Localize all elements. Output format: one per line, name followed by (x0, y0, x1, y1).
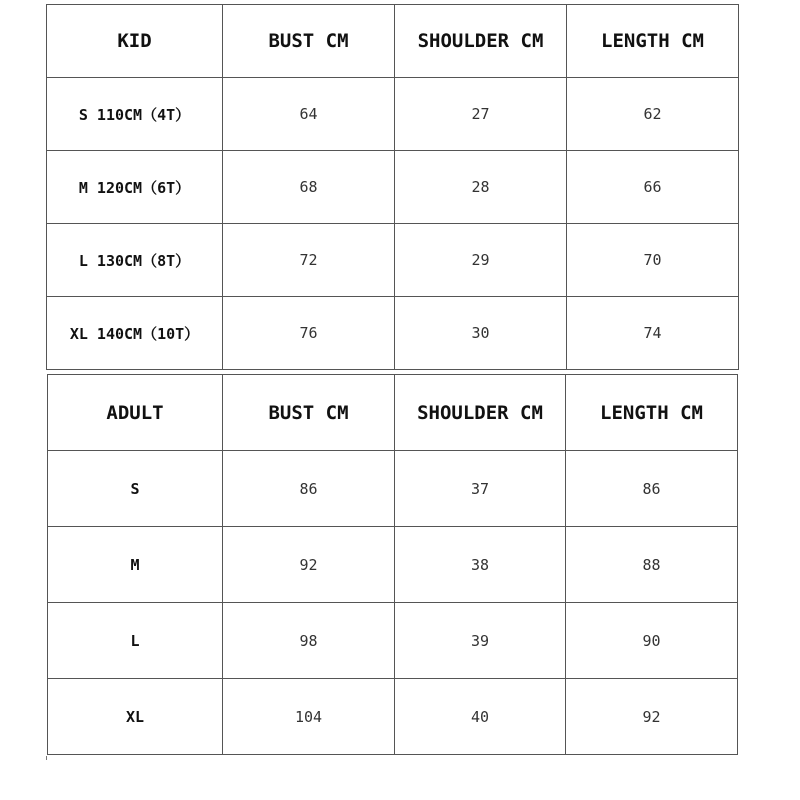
shoulder-value: 38 (395, 527, 566, 603)
length-value: 66 (567, 151, 739, 224)
adult-header-size: ADULT (48, 375, 223, 451)
adult-header-bust: BUST CM (223, 375, 395, 451)
shoulder-value: 29 (395, 224, 567, 297)
length-value: 70 (567, 224, 739, 297)
kid-size-label: L 130CM（8T） (47, 224, 223, 297)
kid-size-label: S 110CM（4T） (47, 78, 223, 151)
shoulder-value: 37 (395, 451, 566, 527)
table-row (47, 78, 739, 151)
kid-size-table (46, 4, 739, 370)
table-row (47, 297, 739, 370)
kid-size-label: M 120CM（6T） (47, 151, 223, 224)
length-value: 86 (566, 451, 738, 527)
shoulder-value: 40 (395, 679, 566, 755)
table-row (48, 527, 738, 603)
kid-header-size: KID (47, 5, 223, 78)
table-row (48, 603, 738, 679)
length-value: 62 (567, 78, 739, 151)
shoulder-value: 39 (395, 603, 566, 679)
bust-value: 76 (223, 297, 395, 370)
bust-value: 98 (223, 603, 395, 679)
table-row (48, 451, 738, 527)
kid-header-bust: BUST CM (223, 5, 395, 78)
kid-header-shoulder: SHOULDER CM (395, 5, 567, 78)
bust-value: 68 (223, 151, 395, 224)
kid-header-length: LENGTH CM (567, 5, 739, 78)
bust-value: 64 (223, 78, 395, 151)
bust-value: 72 (223, 224, 395, 297)
adult-header-row (48, 375, 738, 451)
bust-value: 104 (223, 679, 395, 755)
kid-size-label: XL 140CM（10T） (47, 297, 223, 370)
table-row (48, 679, 738, 755)
adult-size-label: L (48, 603, 223, 679)
adult-size-label: S (48, 451, 223, 527)
table-row (47, 224, 739, 297)
shoulder-value: 27 (395, 78, 567, 151)
adult-size-label: M (48, 527, 223, 603)
adult-header-shoulder: SHOULDER CM (395, 375, 566, 451)
table-row (47, 151, 739, 224)
adult-size-label: XL (48, 679, 223, 755)
adult-size-table (47, 374, 738, 755)
bust-value: 86 (223, 451, 395, 527)
shoulder-value: 28 (395, 151, 567, 224)
shoulder-value: 30 (395, 297, 567, 370)
length-value: 74 (567, 297, 739, 370)
length-value: 88 (566, 527, 738, 603)
table-edge-divider (46, 756, 47, 760)
length-value: 92 (566, 679, 738, 755)
adult-header-length: LENGTH CM (566, 375, 738, 451)
kid-header-row (47, 5, 739, 78)
length-value: 90 (566, 603, 738, 679)
bust-value: 92 (223, 527, 395, 603)
